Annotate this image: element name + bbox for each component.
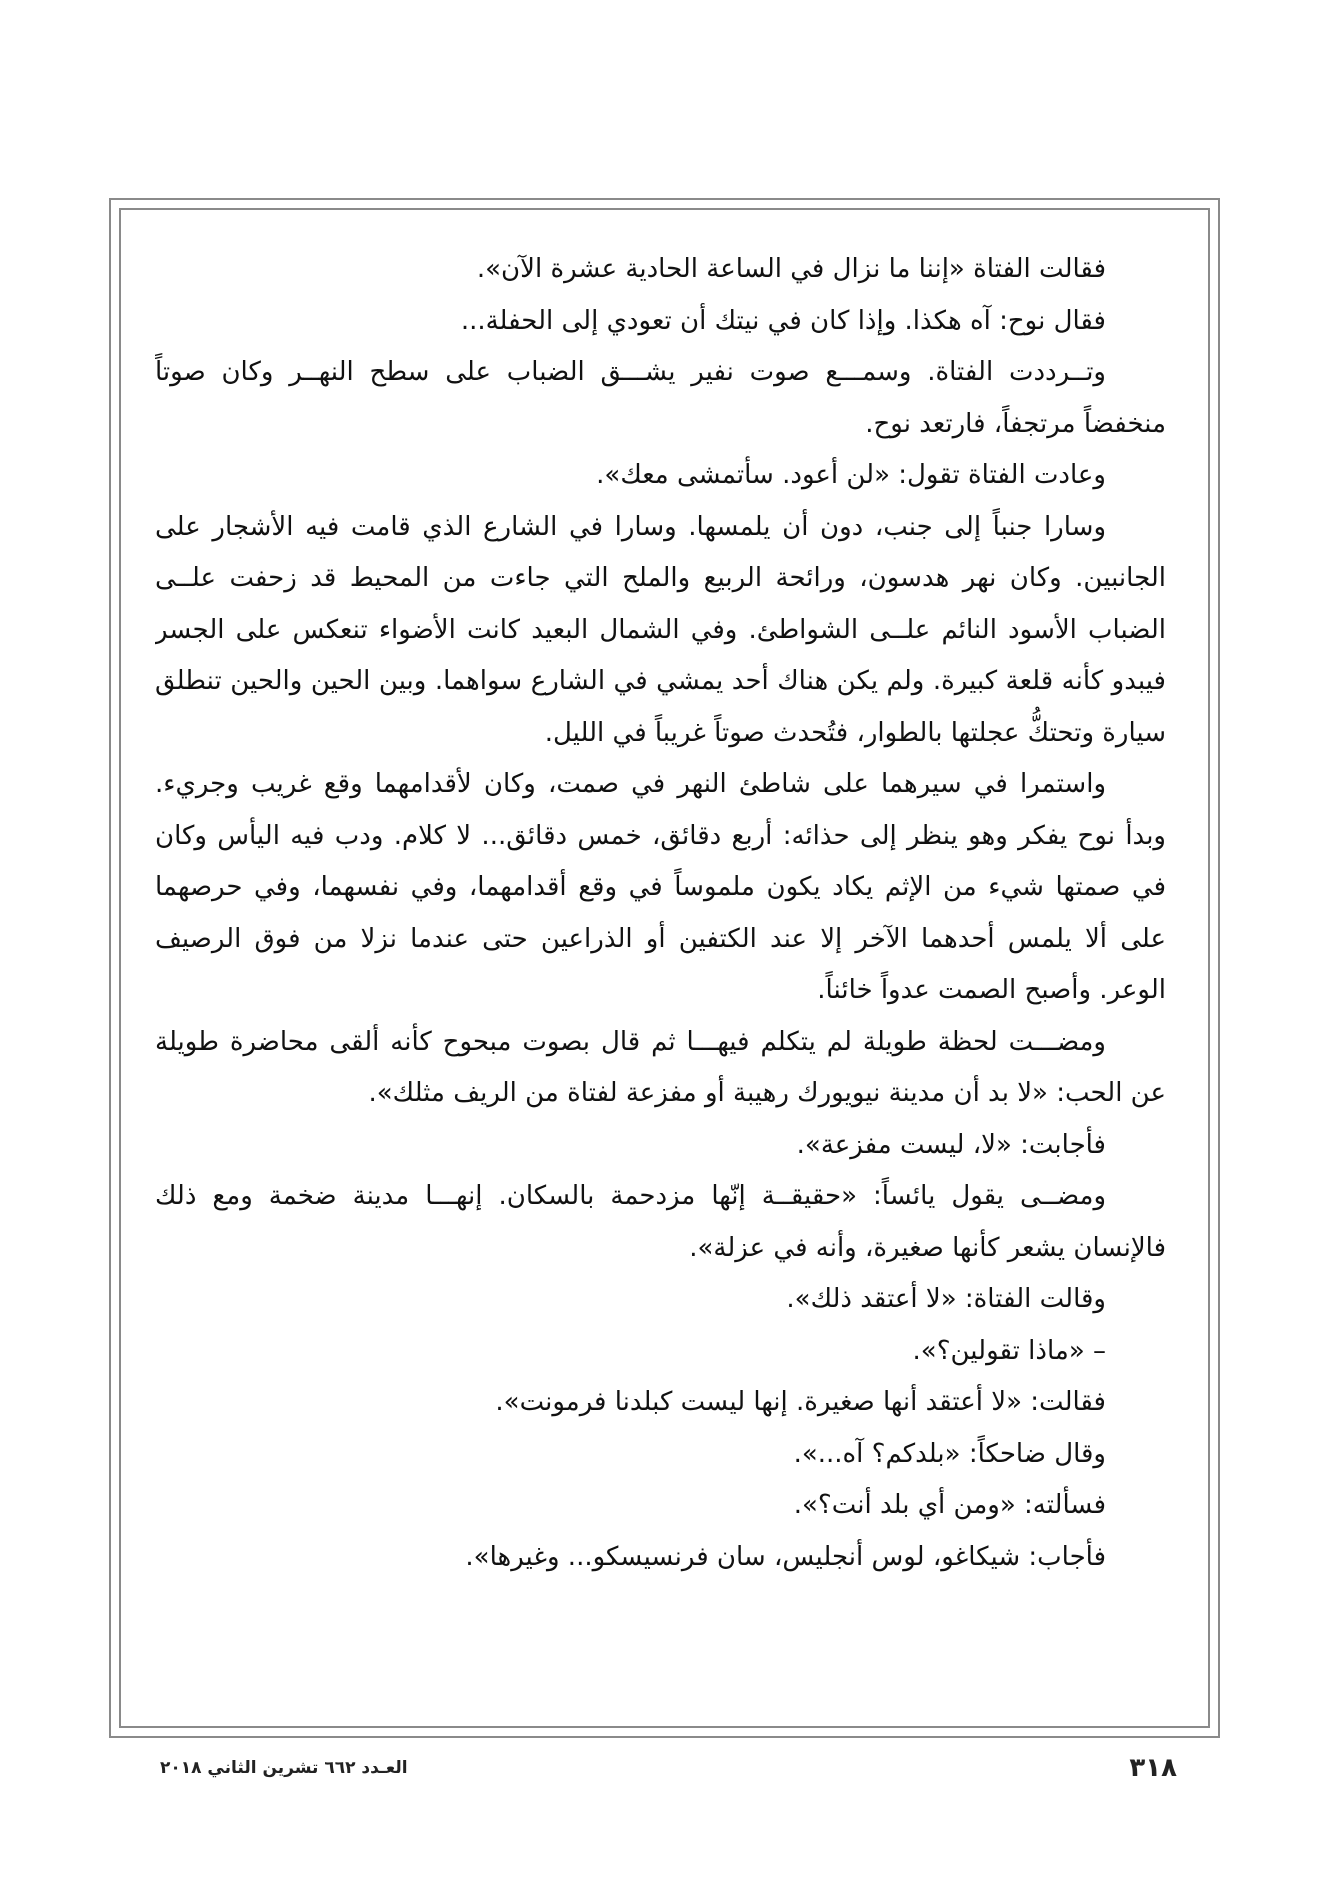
paragraph: وقال ضاحكاً: «بلدكم؟ آه...».: [793, 1438, 1106, 1469]
paragraph: فقال نوح: آه هكذا. وإذا كان في نيتك أن تعودي إلى الحفلة...: [460, 305, 1106, 336]
paragraph: وقالت الفتاة: «لا أعتقد ذلك».: [786, 1284, 1106, 1314]
paragraph: واستمرا في سيرهما على شاطئ النهر في صمت، وكان لأقدامهما وقع غريب وجريء. وبدأ نوح يفكر وهو ينظر إلى حذائه: أربع دقائق، خمس دقائق... لا كلام. ودب فيه اليأس وكان في صمتها شيء من الإثم يكاد يكون ملموساً في وقع أقدامهما، وفي نفسهما، وفي حرصهما على ألا يلمس أحدهما الآخر إلا عند الكتفين أو الذراعين حتى عندما نزلا من فوق الرصيف الوعر. وأصبح الصمت عدواً خائناً.: [155, 769, 1166, 1005]
issue-label: العـدد ٦٦٢ تشرين الثاني ٢٠١٨: [160, 1758, 408, 1778]
article-body: [155, 244, 1166, 1696]
paragraph: فأجابت: «لا، ليست مفزعة».: [796, 1129, 1106, 1160]
page-frame-outer: [109, 198, 1220, 1738]
page-frame-inner: [119, 208, 1210, 1728]
paragraph: فقالت الفتاة «إننا ما نزال في الساعة الحادية عشرة الآن».: [476, 254, 1106, 284]
paragraph: فأجاب: شيكاغو، لوس أنجليس، سان فرنسيسكو... وغيرها».: [465, 1541, 1106, 1572]
paragraph: ومضـــت لحظة طويلة لم يتكلم فيهـــا ثم قال بصوت مبحوح كأنه ألقى محاضرة طويلة عن الحب: «لا بد أن مدينة نيويورك رهيبة أو مفزعة لفتاة من الريف مثلك».: [155, 1026, 1166, 1108]
paragraph: وتــرددت الفتاة. وسمـــع صوت نفير يشـــق الضباب على سطح النهــر وكان صوتاً منخفضاً مرتجفاً، فارتعد نوح.: [155, 357, 1166, 439]
paragraph: ومضــى يقول يائساً: «حقيقــة إنّها مزدحمة بالسكان. إنهـــا مدينة ضخمة ومع ذلك فالإنسان يشعر كأنها صغيرة، وأنه في عزلة».: [155, 1181, 1166, 1263]
page-number: ٣١٨: [1129, 1753, 1177, 1783]
paragraph: وعادت الفتاة تقول: «لن أعود. سأتمشى معك».: [596, 460, 1106, 490]
paragraph: وسارا جنباً إلى جنب، دون أن يلمسها. وسارا في الشارع الذي قامت فيه الأشجار على الجانبين. وكان نهر هدسون، ورائحة الربيع والملح التي جاءت من المحيط قد زحفت علــى الضباب الأسود النائم علــى الشواطئ. وفي الشمال البعيد كانت الأضواء تنعكس على الجسر فيبدو كأنه قلعة كبيرة. ولم يكن هناك أحد يمشي في الشارع سواهما. وبين الحين والحين تنطلق سيارة وتحتكُّ عجلتها بالطوار، فتُحدث صوتاً غريباً في الليل.: [155, 511, 1166, 748]
paragraph: فسألته: «ومن أي بلد أنت؟».: [793, 1490, 1106, 1520]
paragraph: فقالت: «لا أعتقد أنها صغيرة. إنها ليست كبلدنا فرمونت».: [495, 1387, 1106, 1417]
paragraph: – «ماذا تقولين؟».: [912, 1335, 1106, 1366]
